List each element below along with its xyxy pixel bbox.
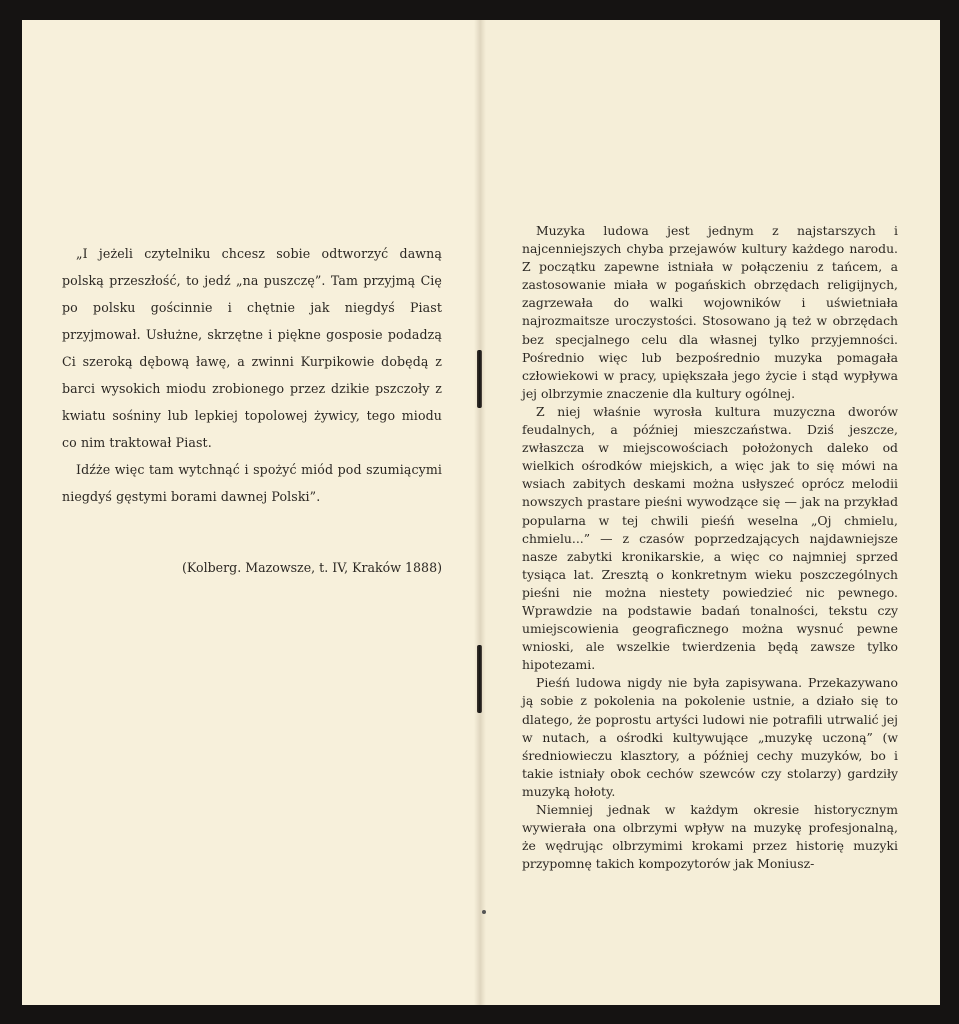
quote-paragraph: Idźże więc tam wytchnąć i spożyć miód pod szumiącymi niegdyś gęstymi borami dawnej Polski”. [62, 462, 442, 504]
paper-mark [482, 910, 486, 914]
booklet-spread [22, 20, 940, 1005]
article-body [522, 222, 898, 873]
staple [477, 350, 482, 408]
kolberg-quote [62, 240, 442, 510]
quote-citation: (Kolberg. Mazowsze, t. IV, Kraków 1888) [182, 560, 442, 575]
article-paragraph: Z niej właśnie wyrosła kultura muzyczna dworów feudalnych, a później mieszczaństwa. Dziś jeszcze, zwłaszcza w miejscowościach położonych daleko od wielkich ośrodków miejskich, a więc jak to się mówi na wsiach zabitych deskami można usłyszeć oprócz melodii nowszych prastare pieśni wywodzące się — jak na przykład popularna w tej chwili pieśń weselna „Oj chmielu, chmielu...” — z czasów poprzedzających najdawniejsze nasze zabytki kronikarskie, a więc co najmniej sprzed tysiąca lat. Zresztą o konkretnym wieku poszczególnych pieśni nie można niestety powiedzieć nic pewnego. Wprawdzie na podstawie badań tonalności, tekstu czy umiejscowienia geograficznego można wysnuć pewne wnioski, ale wszelkie twierdzenia będą zawsze tylko hipotezami. [522, 403, 898, 673]
right-page [480, 20, 940, 1005]
binding-gutter [474, 20, 486, 1005]
article-paragraph: Pieśń ludowa nigdy nie była zapisywana. Przekazywano ją sobie z pokolenia na pokolenie ustnie, a działo się to dlatego, że poprostu artyści ludowi nie potrafili utrwalić jej w nutach, a ośrodki kultywujące „muzykę uczoną” (w średniowieczu klasztory, a później cechy muzyków, bo i takie istniały obok cechów szewców czy stolarzy) gardziły muzyką hołoty. [522, 675, 898, 799]
article-paragraph: Niemniej jednak w każdym okresie historycznym wywierała ona olbrzymi wpływ na muzykę profesjonalną, że wędrując olbrzymimi krokami przez historię muzyki przypomnę takich kompozytorów jak Moniusz- [522, 802, 898, 872]
left-page [22, 20, 480, 1005]
quote-paragraph: „I jeżeli czytelniku chcesz sobie odtworzyć dawną polską przeszłość, to jedź „na puszczę”. Tam przyjmą Cię po polsku gościnnie i chętnie jak niegdyś Piast przyjmował. Usłużne, skrzętne i piękne gosposie podadzą Ci szeroką dębową ławę, a zwinni Kurpikowie dobędą z barci wysokich miodu zrobionego przez dzikie pszczoły z kwiatu sośniny lub lepkiej topolowej żywicy, tego miodu co nim traktował Piast. [62, 246, 442, 450]
article-paragraph: Muzyka ludowa jest jednym z najstarszych i najcenniejszych chyba przejawów kultury każdego narodu. Z początku zapewne istniała w połączeniu z tańcem, a zastosowanie miała w pogańskich obrzędach religijnych, zagrzewała do walki wojowników i uświetniała najrozmaitsze uroczystości. Stosowano ją też w obrzędach bez specjalnego celu dla własnej tylko przyjemności. Pośrednio więc lub bezpośrednio muzyka pomagała człowiekowi w pracy, upiększała jego życie i stąd wypływa jej olbrzymie znaczenie dla kultury ogólnej. [522, 223, 898, 401]
staple [477, 645, 482, 713]
